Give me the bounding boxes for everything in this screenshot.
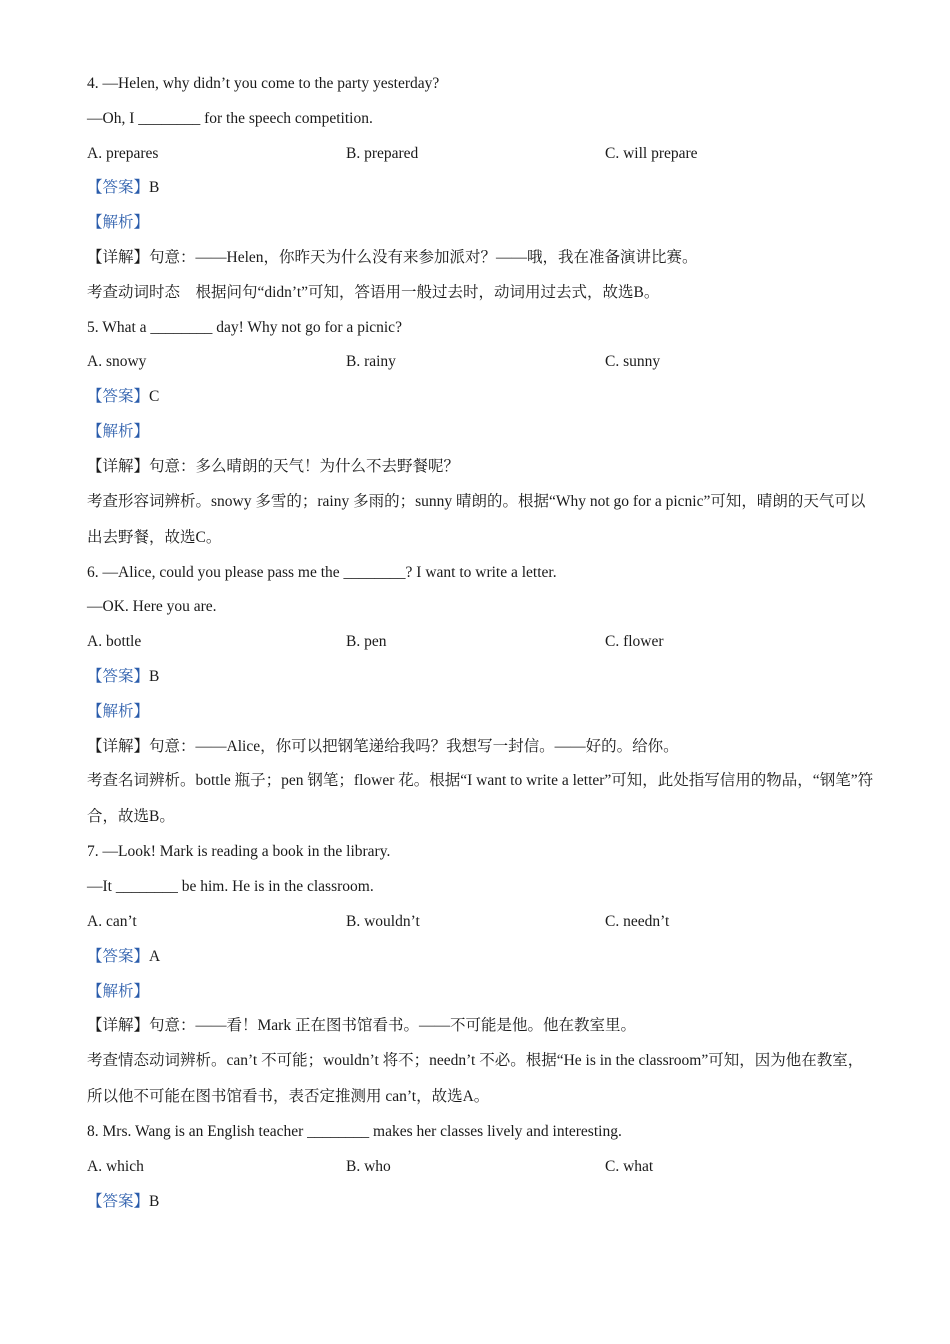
option-c: C. sunny bbox=[605, 353, 661, 371]
answer-tag: 【答案】 bbox=[87, 388, 150, 406]
option-a: A. snowy bbox=[87, 353, 147, 371]
analysis-line bbox=[87, 981, 877, 1003]
option-a: A. can’t bbox=[87, 912, 137, 930]
explanation-text: 考查形容词辨析。snowy 多雪的；rainy 多雨的；sunny 晴朗的。根据“Why not go for a picnic”可知，晴朗的天气可以出去野餐，故选C。 bbox=[87, 492, 866, 546]
analysis-tag: 【解析】 bbox=[87, 422, 150, 440]
question-stem-reply: —OK. Here you are. bbox=[87, 598, 217, 616]
detail-text: 句意：——看！Mark 正在图书馆看书。——不可能是他。他在教室里。 bbox=[149, 1017, 636, 1035]
option-c: C. what bbox=[605, 1157, 654, 1175]
answer-line bbox=[87, 666, 877, 688]
explanation-text: 考查名词辨析。bottle 瓶子；pen 钢笔；flower 花。根据“I want to write a letter”可知，此处指写信用的物品，“钢笔”符合，故选B。 bbox=[87, 772, 874, 826]
explanation-text: 考查情态动词辨析。can’t 不可能；wouldn’t 将不；needn’t 不必。根据“He is in the classroom”可知，因为他在教室，所以他不可能在图书馆看书，表否定推测用 can’t，故选A。 bbox=[87, 1052, 864, 1106]
detail-tag: 【详解】 bbox=[87, 737, 150, 755]
answer-tag: 【答案】 bbox=[87, 179, 150, 197]
answer-value: B bbox=[149, 667, 160, 685]
answer-value: A bbox=[149, 947, 161, 965]
analysis-tag: 【解析】 bbox=[87, 982, 150, 1000]
answer-line bbox=[87, 177, 877, 199]
options-row bbox=[87, 1156, 877, 1178]
options-row bbox=[87, 631, 877, 653]
options-row bbox=[87, 143, 877, 165]
option-b: B. wouldn’t bbox=[346, 912, 420, 930]
detail-tag: 【详解】 bbox=[87, 248, 150, 266]
option-b: B. who bbox=[346, 1157, 391, 1175]
option-c: C. flower bbox=[605, 633, 664, 651]
answer-tag: 【答案】 bbox=[87, 1192, 150, 1210]
question-stem: 4. —Helen, why didn’t you come to the party yesterday? bbox=[87, 75, 440, 92]
question-stem: 6. —Alice, could you please pass me the ________? I want to write a letter. bbox=[87, 563, 557, 581]
analysis-line bbox=[87, 212, 877, 234]
analysis-line bbox=[87, 421, 877, 443]
question-5 bbox=[87, 317, 877, 556]
detail-tag: 【详解】 bbox=[87, 457, 150, 475]
detail-text: 句意：——Helen，你昨天为什么没有来参加派对？——哦，我在准备演讲比赛。 bbox=[149, 248, 698, 266]
question-stem: 5. What a ________ day! Why not go for a picnic? bbox=[87, 318, 402, 336]
option-a: A. bottle bbox=[87, 633, 142, 651]
answer-value: C bbox=[149, 388, 160, 406]
analysis-tag: 【解析】 bbox=[87, 702, 150, 720]
question-4 bbox=[87, 73, 877, 304]
detail-tag: 【详解】 bbox=[87, 1017, 150, 1035]
detail-line bbox=[87, 456, 877, 478]
answer-line bbox=[87, 946, 877, 968]
option-b: B. pen bbox=[346, 633, 387, 651]
analysis-line bbox=[87, 701, 877, 723]
option-b: B. prepared bbox=[346, 144, 419, 162]
option-c: C. needn’t bbox=[605, 912, 670, 930]
detail-text: 句意：多么晴朗的天气！为什么不去野餐呢？ bbox=[149, 457, 460, 475]
answer-value: B bbox=[149, 179, 160, 197]
option-a: A. which bbox=[87, 1157, 144, 1175]
detail-text: 句意：——Alice，你可以把钢笔递给我吗？我想写一封信。——好的。给你。 bbox=[149, 737, 679, 755]
option-a: A. prepares bbox=[87, 144, 159, 162]
question-7 bbox=[87, 841, 877, 1115]
question-6 bbox=[87, 562, 877, 836]
explanation-text: 考查动词时态 根据问句“didn’t”可知，答语用一般过去时，动词用过去式，故选B。 bbox=[87, 283, 660, 301]
detail-line bbox=[87, 736, 877, 758]
document-page bbox=[87, 73, 877, 1226]
option-b: B. rainy bbox=[346, 353, 396, 371]
answer-tag: 【答案】 bbox=[87, 947, 150, 965]
answer-line bbox=[87, 386, 877, 408]
question-stem-reply: —It ________ be him. He is in the classroom. bbox=[87, 878, 374, 896]
question-8 bbox=[87, 1121, 877, 1213]
answer-line bbox=[87, 1191, 877, 1213]
answer-value: B bbox=[149, 1192, 160, 1210]
options-row bbox=[87, 911, 877, 933]
question-stem-reply: —Oh, I ________ for the speech competition. bbox=[87, 109, 373, 127]
question-stem: 7. —Look! Mark is reading a book in the library. bbox=[87, 843, 391, 861]
option-c: C. will prepare bbox=[605, 144, 698, 162]
detail-line bbox=[87, 1015, 877, 1037]
analysis-tag: 【解析】 bbox=[87, 214, 150, 232]
question-stem: 8. Mrs. Wang is an English teacher ________ makes her classes lively and interesting. bbox=[87, 1123, 622, 1141]
options-row bbox=[87, 351, 877, 373]
answer-tag: 【答案】 bbox=[87, 667, 150, 685]
detail-line bbox=[87, 247, 877, 269]
